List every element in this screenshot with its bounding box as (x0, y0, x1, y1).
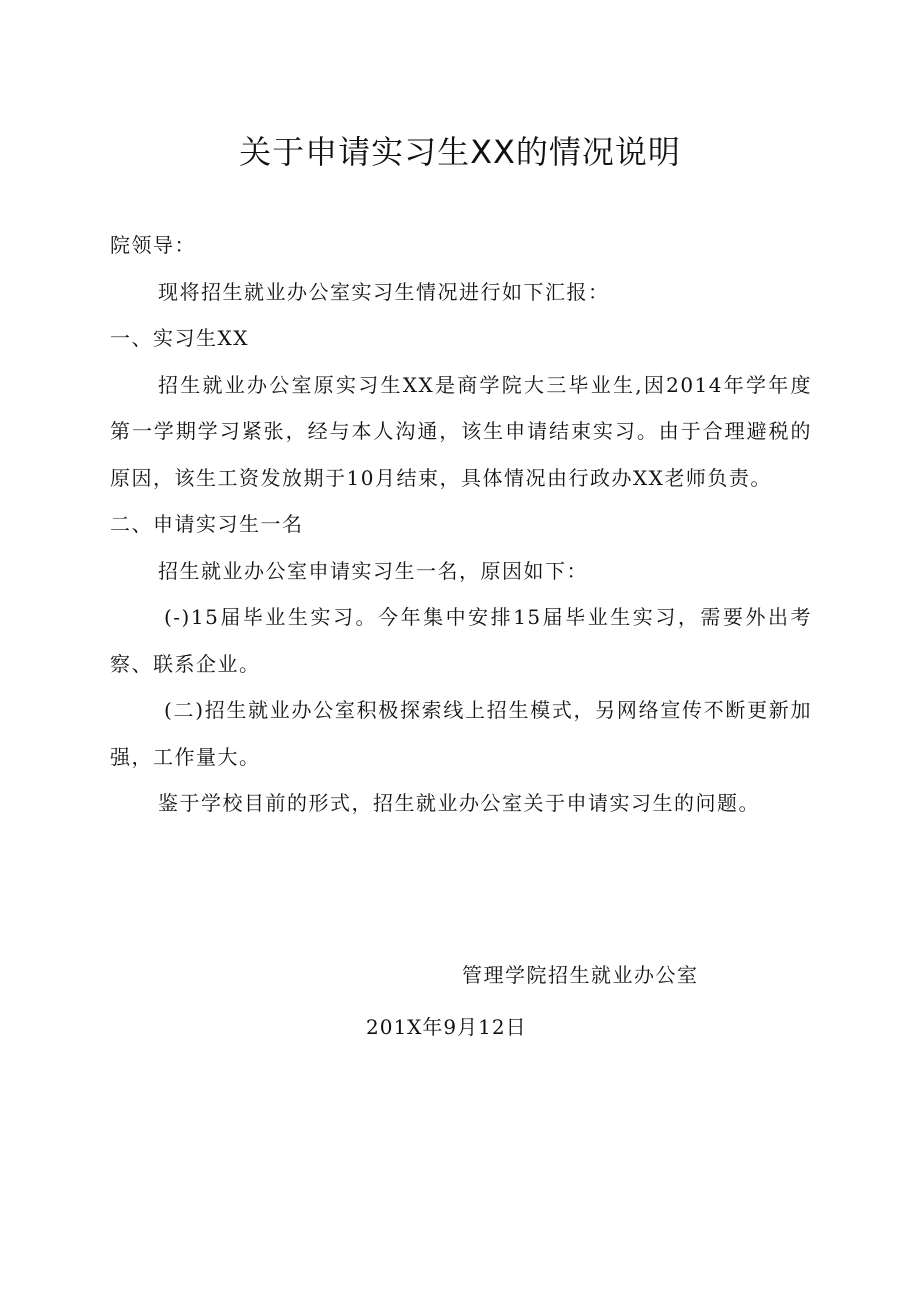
closing-paragraph: 鉴于学校目前的形式，招生就业办公室关于申请实习生的问题。 (158, 791, 760, 815)
section-heading-1: 一、实习生XX (110, 326, 249, 350)
salutation: 院领导： (110, 233, 196, 257)
intro-paragraph: 现将招生就业办公室实习生情况进行如下汇报： (158, 279, 610, 304)
section-2-paragraph-3: (二)招生就业办公室积极探索线上招生模式，另网络宣传不断更新加强，工作量大。 (110, 698, 812, 769)
document-body (110, 222, 812, 827)
section-1-paragraph-1: 招生就业办公室原实习生XX是商学院大三毕业生,因2014年学年度第一学期学习紧张，经与本人沟通，该生申请结束实习。由于合理避税的原因，该生工资发放期于10月结束，具体情况由行政办XX老师负责。 (110, 372, 812, 490)
section-2-paragraph-1: 招生就业办公室申请实习生一名，原因如下： (158, 558, 588, 583)
section-heading-2: 二、申请实习生一名 (110, 512, 304, 536)
section-2-paragraph-2: (-)15届毕业生实习。今年集中安排15届毕业生实习，需要外出考察、联系企业。 (110, 605, 812, 676)
document-title: 关于申请实习生XX的情况说明 (239, 133, 681, 171)
signature-office: 管理学院招生就业办公室 (462, 963, 699, 987)
signature-date: 201X年9月12日 (366, 1015, 527, 1039)
